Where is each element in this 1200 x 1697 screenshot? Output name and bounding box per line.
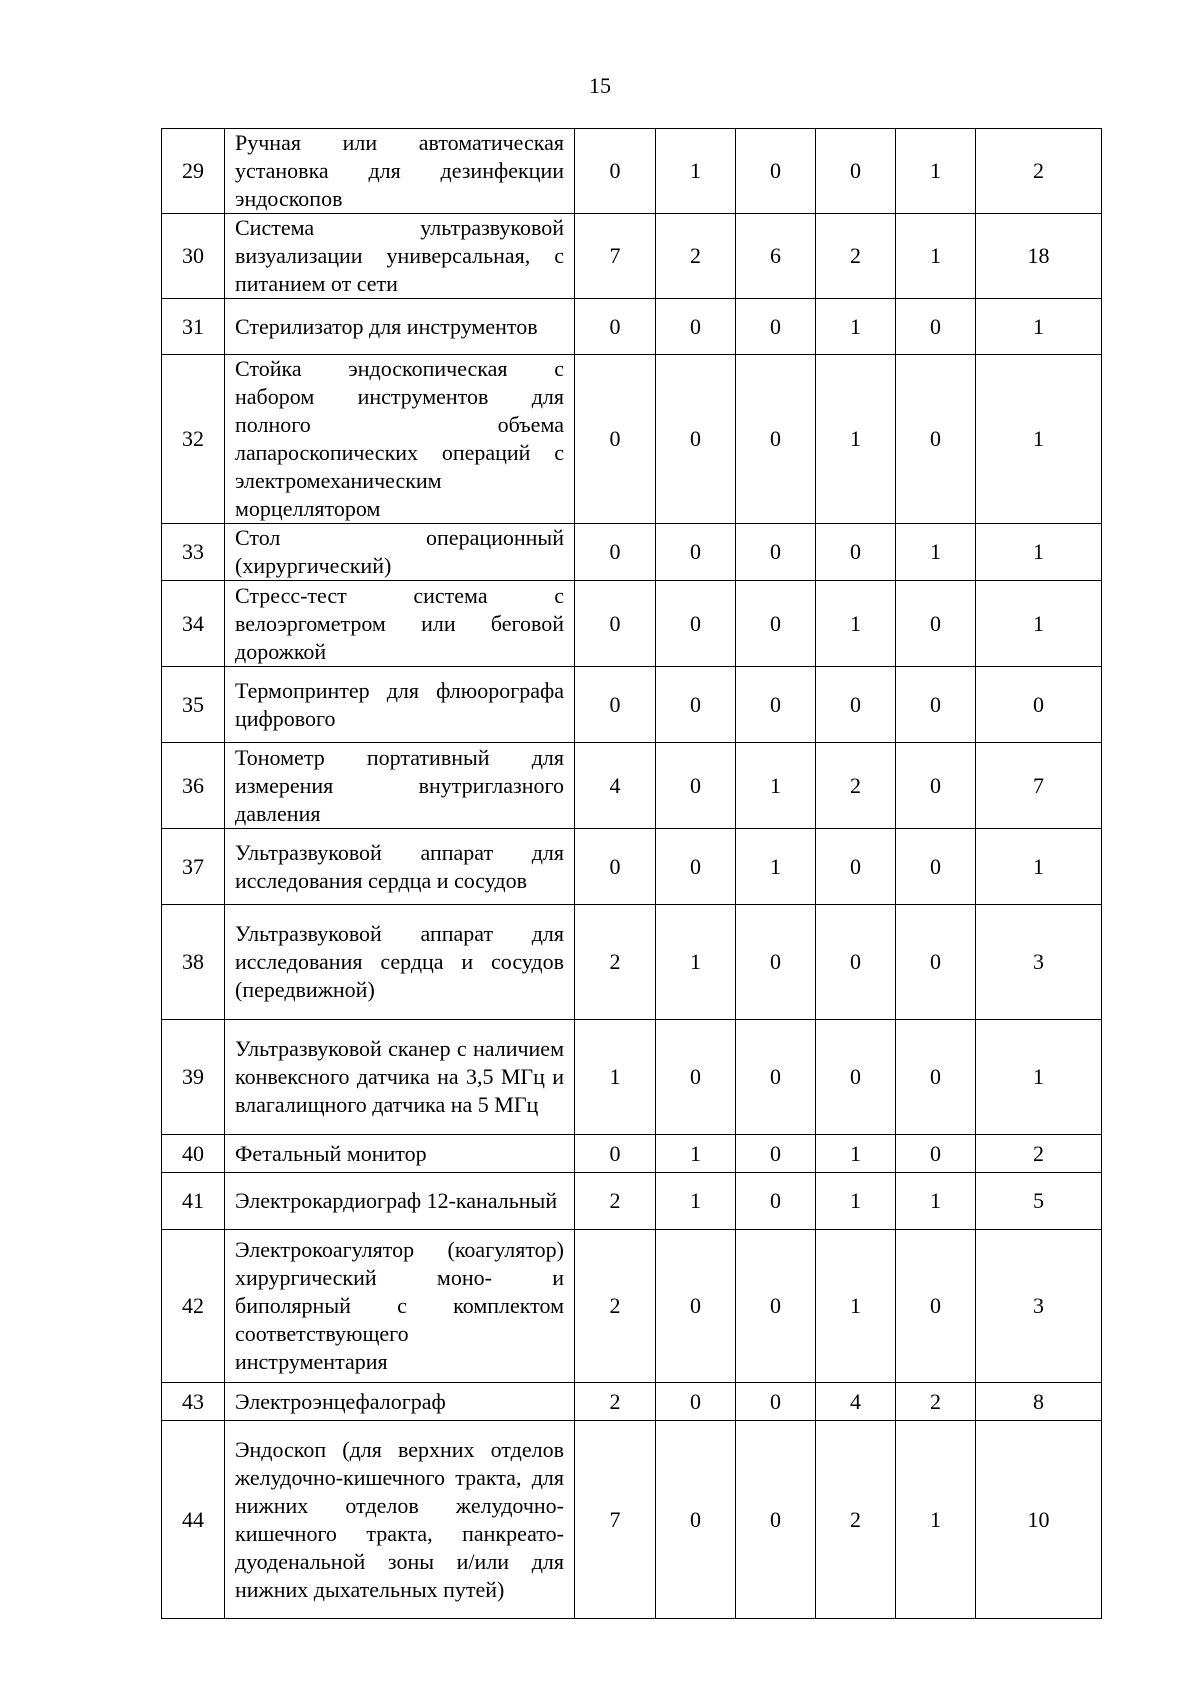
row-number-cell: 44 [162, 1421, 225, 1619]
count-cell: 1 [575, 1020, 656, 1135]
row-number-cell: 39 [162, 1020, 225, 1135]
count-cell: 0 [575, 129, 656, 214]
equipment-name-cell: Электроэнцефалограф [225, 1383, 575, 1421]
count-cell: 0 [575, 829, 656, 905]
total-cell: 3 [976, 1230, 1102, 1383]
count-cell: 1 [736, 743, 816, 829]
row-number-cell: 37 [162, 829, 225, 905]
table-row [162, 355, 1102, 524]
equipment-table-body [162, 129, 1102, 1619]
count-cell: 1 [896, 1421, 976, 1619]
row-number-cell: 29 [162, 129, 225, 214]
table-row [162, 1230, 1102, 1383]
count-cell: 0 [736, 581, 816, 667]
count-cell: 0 [656, 581, 736, 667]
equipment-name-cell: Электрокоагулятор (коагулятор) хирургический моно- и биполярный с комплектом соответствующего инструментария [225, 1230, 575, 1383]
count-cell: 1 [816, 299, 896, 355]
total-cell: 5 [976, 1173, 1102, 1230]
count-cell: 0 [656, 1421, 736, 1619]
equipment-name-cell: Термопринтер для флюорографа цифрового [225, 667, 575, 743]
count-cell: 0 [736, 1173, 816, 1230]
count-cell: 0 [656, 829, 736, 905]
row-number-cell: 36 [162, 743, 225, 829]
count-cell: 2 [816, 743, 896, 829]
count-cell: 1 [656, 1135, 736, 1173]
count-cell: 0 [575, 581, 656, 667]
count-cell: 1 [816, 1173, 896, 1230]
count-cell: 0 [896, 667, 976, 743]
count-cell: 1 [656, 129, 736, 214]
count-cell: 0 [896, 581, 976, 667]
count-cell: 2 [656, 214, 736, 299]
count-cell: 0 [656, 355, 736, 524]
row-number-cell: 43 [162, 1383, 225, 1421]
count-cell: 1 [816, 1230, 896, 1383]
count-cell: 0 [816, 524, 896, 581]
row-number-cell: 34 [162, 581, 225, 667]
total-cell: 1 [976, 299, 1102, 355]
equipment-table [161, 128, 1102, 1619]
row-number-cell: 35 [162, 667, 225, 743]
equipment-name-cell: Фетальный монитор [225, 1135, 575, 1173]
count-cell: 0 [816, 829, 896, 905]
table-row [162, 743, 1102, 829]
count-cell: 2 [575, 1173, 656, 1230]
count-cell: 1 [656, 1173, 736, 1230]
count-cell: 2 [816, 214, 896, 299]
count-cell: 4 [575, 743, 656, 829]
count-cell: 0 [736, 1020, 816, 1135]
count-cell: 0 [575, 524, 656, 581]
total-cell: 1 [976, 581, 1102, 667]
table-row [162, 905, 1102, 1020]
row-number-cell: 32 [162, 355, 225, 524]
row-number-cell: 33 [162, 524, 225, 581]
count-cell: 0 [736, 905, 816, 1020]
table-row [162, 1421, 1102, 1619]
total-cell: 18 [976, 214, 1102, 299]
count-cell: 0 [736, 355, 816, 524]
equipment-name-cell: Эндоскоп (для верхних отделов желудочно-кишечного тракта, для нижних отделов желудочно-кишечного тракта, панкреато-дуоденальной зоны и/или для нижних дыхательных путей) [225, 1421, 575, 1619]
table-row [162, 1020, 1102, 1135]
count-cell: 0 [656, 667, 736, 743]
count-cell: 4 [816, 1383, 896, 1421]
count-cell: 7 [575, 214, 656, 299]
count-cell: 0 [656, 299, 736, 355]
count-cell: 1 [896, 1173, 976, 1230]
count-cell: 0 [736, 1230, 816, 1383]
count-cell: 0 [575, 667, 656, 743]
row-number-cell: 38 [162, 905, 225, 1020]
count-cell: 0 [575, 1135, 656, 1173]
row-number-cell: 30 [162, 214, 225, 299]
count-cell: 0 [736, 1383, 816, 1421]
count-cell: 7 [575, 1421, 656, 1619]
table-row [162, 299, 1102, 355]
equipment-name-cell: Тонометр портативный для измерения внутриглазного давления [225, 743, 575, 829]
total-cell: 8 [976, 1383, 1102, 1421]
count-cell: 1 [816, 581, 896, 667]
count-cell: 0 [896, 299, 976, 355]
equipment-name-cell: Электрокардиограф 12-канальный [225, 1173, 575, 1230]
count-cell: 0 [896, 829, 976, 905]
row-number-cell: 40 [162, 1135, 225, 1173]
equipment-name-cell: Стол операционный (хирургический) [225, 524, 575, 581]
equipment-name-cell: Стерилизатор для инструментов [225, 299, 575, 355]
total-cell: 2 [976, 1135, 1102, 1173]
count-cell: 6 [736, 214, 816, 299]
count-cell: 2 [575, 1230, 656, 1383]
equipment-name-cell: Стресс-тест система с велоэргометром или беговой дорожкой [225, 581, 575, 667]
table-row [162, 829, 1102, 905]
table-row [162, 1135, 1102, 1173]
count-cell: 1 [896, 129, 976, 214]
row-number-cell: 41 [162, 1173, 225, 1230]
count-cell: 0 [656, 743, 736, 829]
count-cell: 1 [896, 524, 976, 581]
count-cell: 0 [656, 524, 736, 581]
total-cell: 1 [976, 829, 1102, 905]
equipment-name-cell: Ручная или автоматическая установка для дезинфекции эндоскопов [225, 129, 575, 214]
count-cell: 0 [736, 667, 816, 743]
table-row [162, 524, 1102, 581]
count-cell: 1 [656, 905, 736, 1020]
table-row [162, 129, 1102, 214]
equipment-name-cell: Ультразвуковой аппарат для исследования сердца и сосудов [225, 829, 575, 905]
total-cell: 0 [976, 667, 1102, 743]
table-row [162, 667, 1102, 743]
count-cell: 0 [736, 1421, 816, 1619]
count-cell: 0 [896, 1020, 976, 1135]
total-cell: 10 [976, 1421, 1102, 1619]
count-cell: 0 [656, 1383, 736, 1421]
row-number-cell: 42 [162, 1230, 225, 1383]
count-cell: 2 [896, 1383, 976, 1421]
total-cell: 7 [976, 743, 1102, 829]
equipment-name-cell: Стойка эндоскопическая с набором инструментов для полного объема лапароскопических операций с электромеханическим морцеллятором [225, 355, 575, 524]
total-cell: 3 [976, 905, 1102, 1020]
count-cell: 1 [896, 214, 976, 299]
row-number-cell: 31 [162, 299, 225, 355]
count-cell: 0 [736, 299, 816, 355]
table-row [162, 581, 1102, 667]
total-cell: 1 [976, 1020, 1102, 1135]
count-cell: 0 [896, 743, 976, 829]
count-cell: 0 [656, 1020, 736, 1135]
count-cell: 0 [896, 905, 976, 1020]
count-cell: 1 [736, 829, 816, 905]
count-cell: 0 [736, 1135, 816, 1173]
count-cell: 2 [575, 905, 656, 1020]
count-cell: 0 [575, 355, 656, 524]
table-row [162, 1383, 1102, 1421]
equipment-name-cell: Ультразвуковой сканер с наличием конвексного датчика на 3,5 МГц и влагалищного датчика на 5 МГц [225, 1020, 575, 1135]
equipment-name-cell: Ультразвуковой аппарат для исследования сердца и сосудов (передвижной) [225, 905, 575, 1020]
count-cell: 1 [816, 355, 896, 524]
total-cell: 1 [976, 355, 1102, 524]
page-number: 15 [589, 73, 611, 98]
total-cell: 2 [976, 129, 1102, 214]
equipment-name-cell: Система ультразвуковой визуализации универсальная, с питанием от сети [225, 214, 575, 299]
count-cell: 0 [896, 355, 976, 524]
count-cell: 2 [816, 1421, 896, 1619]
count-cell: 1 [816, 1135, 896, 1173]
table-row [162, 214, 1102, 299]
total-cell: 1 [976, 524, 1102, 581]
count-cell: 0 [736, 129, 816, 214]
count-cell: 0 [816, 667, 896, 743]
count-cell: 2 [575, 1383, 656, 1421]
count-cell: 0 [816, 1020, 896, 1135]
table-row [162, 1173, 1102, 1230]
count-cell: 0 [896, 1230, 976, 1383]
count-cell: 0 [896, 1135, 976, 1173]
count-cell: 0 [656, 1230, 736, 1383]
count-cell: 0 [736, 524, 816, 581]
count-cell: 0 [816, 905, 896, 1020]
count-cell: 0 [575, 299, 656, 355]
count-cell: 0 [816, 129, 896, 214]
